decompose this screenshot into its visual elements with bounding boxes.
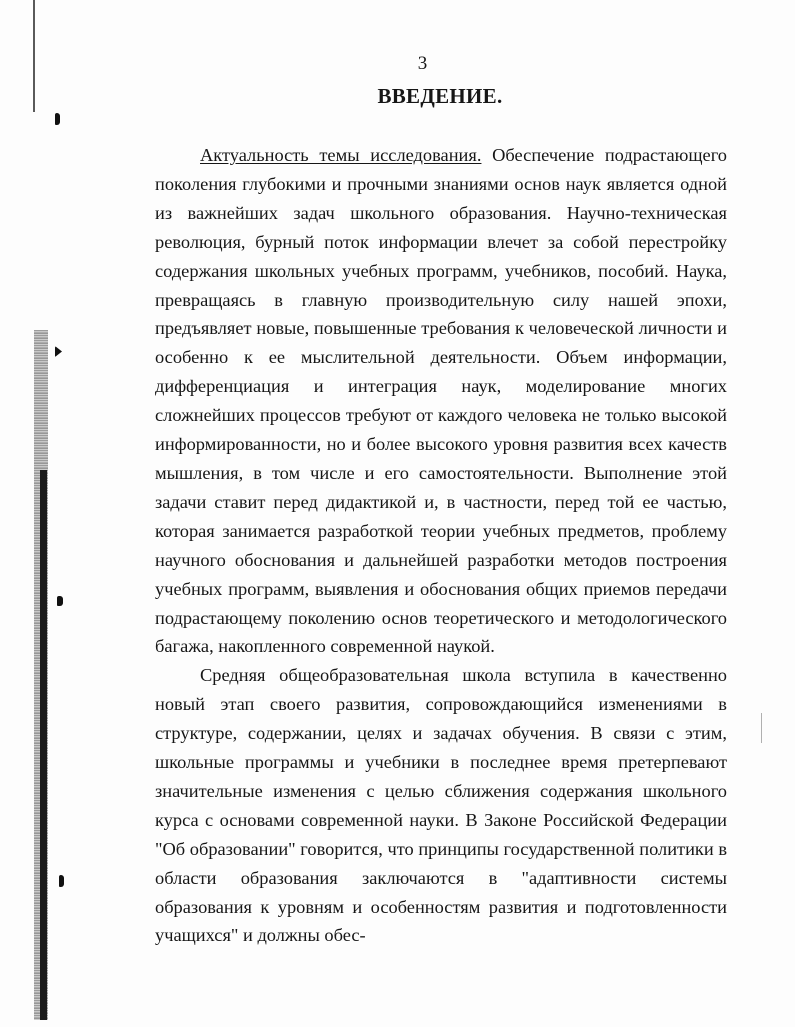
paragraph-text: Средняя общеобразовательная школа вступила в качественно новый этап своего развития, сопровождающийся изменениями в структуре, содержании, целях и задачах обучения. В связи с этим, школьные программы и учебники в последнее время претерпевают значительные изменения с целью сближения содержания школьного курса с основами современной науки. В Законе Российской Федерации "Об образовании" говорится, что принципы государственной политики в области образования заключаются в "адаптивности системы образования к уровням и особенностям развития и подготовленности учащихся" и должны обес- — [155, 665, 727, 946]
body-text — [155, 141, 727, 950]
scan-mark — [59, 875, 64, 887]
margin-tick — [761, 713, 762, 743]
paragraph-lead: Актуальность темы исследования. — [200, 145, 482, 165]
paragraph-text: Обеспечение подрастающего поколения глубокими и прочными знаниями основ наук является одной из важнейших задач школьного образования. Научно-техническая революция, бурный поток информации влечет за собой перестройку содержания школьных учебных программ, учебников, пособий. Наука, превращаясь в главную производительную силу нашей эпохи, предъявляет новые, повышенные требования к человеческой личности и особенно к ее мыслительной деятельности. Объем информации, дифференциация и интеграция наук, моделирование многих сложнейших процессов требуют от каждого человека не только высокой информированности, но и более высокого уровня развития всех качеств мышления, в том числе и его самостоятельности. Выполнение этой задачи ставит перед дидактикой и, в частности, перед той ее частью, которая занимается разработкой теории учебных предметов, проблему научного обоснования и дальнейшей разработки методов построения учебных программ, выявления и обоснования общих приемов передачи подрастающему поколению основ теоретического и методологического багажа, накопленного современной наукой. — [155, 145, 727, 657]
scan-binding-edge — [40, 470, 47, 1020]
page-number: 3 — [417, 53, 428, 74]
scan-mark — [55, 346, 62, 357]
paragraph — [155, 661, 727, 950]
paragraph — [155, 141, 727, 661]
scan-mark — [55, 113, 60, 125]
section-heading: ВВЕДЕНИЕ. — [377, 84, 503, 108]
scan-mark — [57, 596, 63, 606]
